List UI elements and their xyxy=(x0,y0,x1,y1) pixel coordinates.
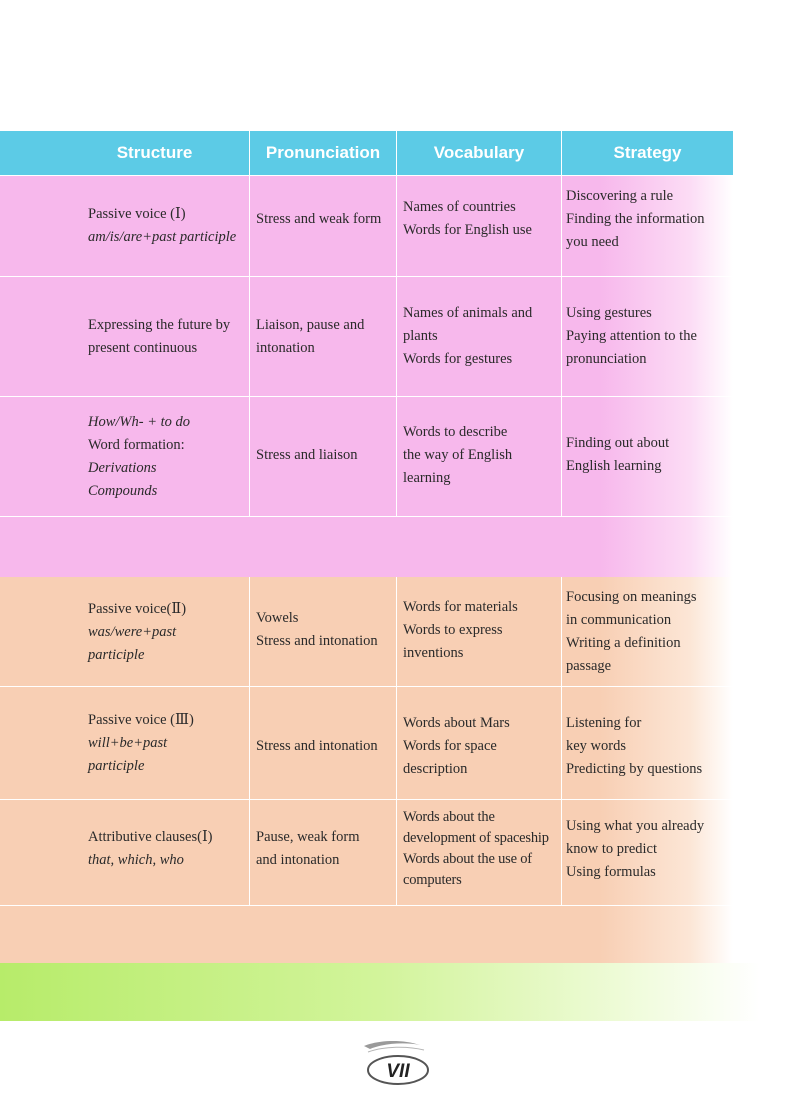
row-divider xyxy=(0,905,733,906)
green-footer-band xyxy=(0,963,800,1021)
header-vocabulary: Vocabulary xyxy=(433,143,525,162)
row3-structure: How/Wh- + to do Word formation: Derivations Compounds xyxy=(88,413,191,499)
row2-structure: Expressing the future by present continuous xyxy=(88,316,231,356)
row3-pronunciation: Stress and liaison xyxy=(256,446,358,463)
page-number-text: VII xyxy=(386,1061,410,1082)
row5-pronunciation: Stress and intonation xyxy=(256,737,378,754)
row-divider xyxy=(0,516,733,517)
row3-strategy: Finding out about English learning xyxy=(566,435,670,474)
row5-vocabulary: Words about Mars Words for space description xyxy=(403,714,510,777)
row4-pronunciation: Vowels Stress and intonation xyxy=(256,610,378,649)
column-divider xyxy=(249,577,250,906)
row4-vocabulary: Words for materials Words to express inventions xyxy=(403,598,518,661)
header-strategy: Strategy xyxy=(613,143,682,162)
row1-vocabulary: Names of countries Words for English use xyxy=(403,199,532,238)
row1-structure: Passive voice (Ⅰ) am/is/are+past participle xyxy=(88,206,237,245)
page-number-logo xyxy=(358,1040,438,1088)
row6-vocabulary: Words about the development of spaceship Words about the use of computers xyxy=(403,809,549,888)
row1-pronunciation: Stress and weak form xyxy=(256,210,382,227)
row3-vocabulary: Words to describe the way of English learning xyxy=(403,423,513,486)
row2-strategy: Using gestures Paying attention to the pronunciation xyxy=(566,305,697,367)
row6-strategy: Using what you already know to predict Using formulas xyxy=(566,817,705,880)
row4-structure: Passive voice(Ⅱ) was/were+past participle xyxy=(88,600,187,663)
row6-pronunciation: Pause, weak form and intonation xyxy=(256,829,360,868)
row5-strategy: Listening for key words Predicting by questions xyxy=(566,714,703,777)
column-divider xyxy=(561,577,562,906)
row1-strategy: Discovering a rule Finding the information you need xyxy=(566,187,705,250)
column-divider xyxy=(396,131,397,517)
column-divider xyxy=(396,577,397,906)
row2-vocabulary: Names of animals and plants Words for gestures xyxy=(403,305,533,367)
header-structure: Structure xyxy=(116,143,193,162)
row2-pronunciation: Liaison, pause and intonation xyxy=(256,316,365,356)
column-divider xyxy=(561,131,562,517)
swoosh-line xyxy=(368,1047,424,1052)
row4-strategy: Focusing on meanings in communication Writing a definition passage xyxy=(566,589,697,674)
row5-structure: Passive voice (Ⅲ) will+be+past participle xyxy=(88,711,194,774)
row6-structure: Attributive clauses(Ⅰ) that, which, who xyxy=(88,829,213,868)
column-divider xyxy=(249,131,250,517)
header-pronunciation: Pronunciation xyxy=(265,143,381,162)
